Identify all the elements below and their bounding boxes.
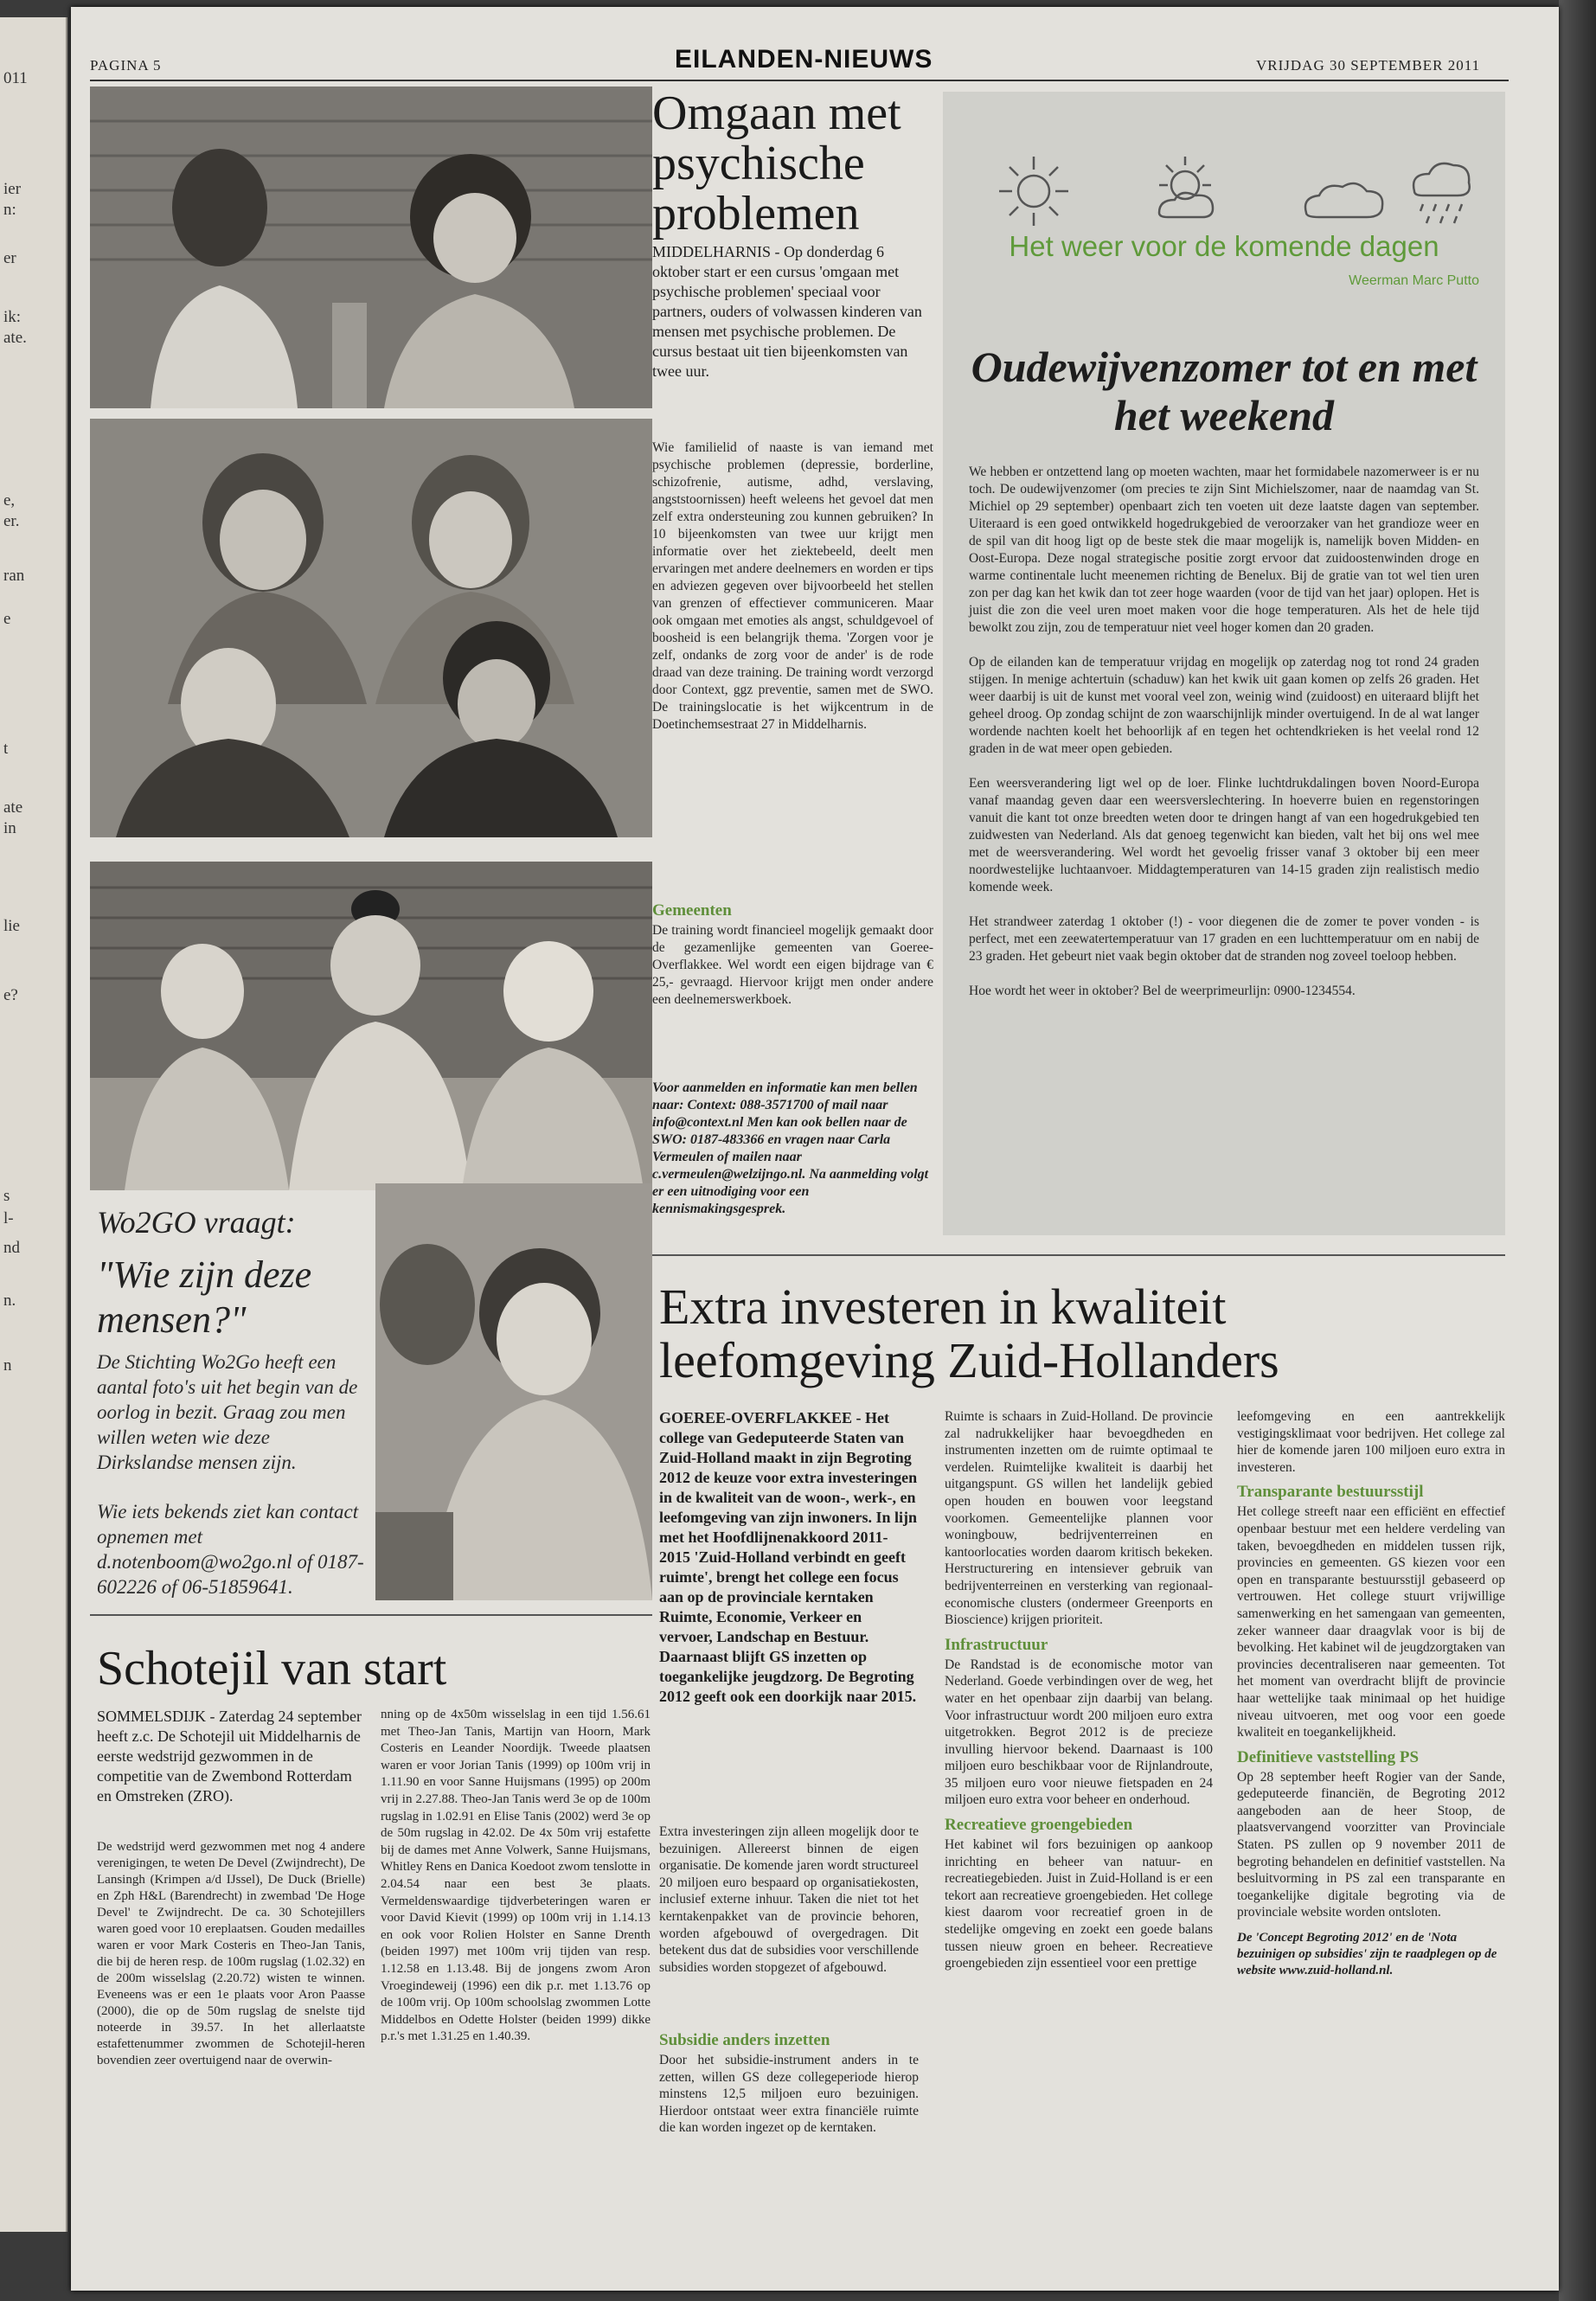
invest-column-2 <box>945 1408 1213 1972</box>
weather-box <box>943 92 1505 1235</box>
invest-definitief-text: Op 28 september heeft Rogier van der Sande, gedeputeerde financiën, de Begroting 2012 aangeboden aan de heer Stoop, de plaatsvervangend voorzitter van Provinciale Staten. PS zullen op 9 november 2011 de begroting behandelen en definitief vaststellen. Na besluitvorming in PS zal een transparante en toegankelijke digitale begroting via de provinciale website worden ontsloten. <box>1237 1769 1505 1920</box>
psych-gemeenten-subheading: Gemeenten <box>652 901 732 920</box>
photo-three-children <box>90 862 652 1190</box>
invest-col1-body: Extra investeringen zijn alleen mogelijk door te bezuinigen. Allereerst binnen de eigen organisatie. De komende jaren wordt structureel 20 miljoen euro bespaard op organisatiekosten, inclusief externe inhuur. Taken die niet tot het kerntakenpakket van de provincie behoren, worden afgebouwd of overgedragen. Dit betekent dus dat de subsidies voor verschillende subsidies worden stopgezet of afgebouwd. <box>659 1824 919 1975</box>
psych-lead: MIDDELHARNIS - Op donderdag 6 oktober start er een cursus 'omgaan met psychische problemen' speciaal voor partners, ouders of volwassen kinderen van mensen met psychische problemen. De cursus bestaat uit tien bijeenkomsten van twee uur. <box>652 243 922 380</box>
invest-recreatie-text: Het kabinet wil fors bezuinigen op aankoop inrichting en beheer van natuur- en recreatiegebieden. Juist in Zuid-Holland is er een tekort aan recreatieve groengebieden. Het college kiest daarom voor recreatief groen in de stedelijke omgeving en zoekt een goede balans tussen nieuw groen en beheer. Recreatieve groengebieden zijn essentieel voor een prettige <box>945 1837 1213 1971</box>
prev-page-fragment: t <box>3 740 9 758</box>
photo-family <box>90 419 652 837</box>
weather-heading: Het weer voor de komende dagen <box>1009 230 1439 262</box>
prev-page-fragment: ate <box>3 798 23 817</box>
invest-bestuur-text: Het college streeft naar een efficiënt en effectief openbaar bestuur met een heldere verdeling van taken, bevoegdheden en middelen tussen rijk, provincies en gemeenten. GS kiezen voor een open en transparante bestuursstijl gebaseerd op vertrouwen. Het college stuurt vrijwillige samenwerking en het samengaan van gemeenten, zeker wanneer daar draagvlak voor is bij de bevolking. Het kabinet wil de jeugdzorgtaken van provincies decentraliseren naar gemeenten. Tot het moment van overdracht blijft de provincie haar wettelijke taak minimaal op het huidige niveau uitvoeren, met oog voor een goede kwaliteit en toegankelijkheid. <box>1237 1504 1505 1740</box>
wo2go-contact: Wie iets bekends ziet kan contact opnemen met d.notenboom@wo2go.nl of 0187-602226 of 06-51859641. <box>97 1501 364 1598</box>
prev-page-fragment: e <box>3 610 11 628</box>
weather-body <box>969 464 1479 1017</box>
prev-page-fragment: er <box>3 249 16 267</box>
divider <box>90 1614 652 1616</box>
invest-subsidie-section <box>659 2031 919 2137</box>
prev-page-fragment: ier <box>3 180 22 198</box>
schotejil-column-1: De wedstrijd werd gezwommen met nog 4 andere verenigingen, te weten De Devel (Zwijndrecht), De Lansingh (Krimpen a/d IJssel), De Duck (Brielle) en Zph H&L (Barendrecht) in zwembad 'De Hoge Devel' te Zwijndrecht. De ca. 30 Schotejillers waren goed voor 10 ereplaatsen. Gouden medailles waren er voor Mark Costeris en Theo-Jan Tanis, die bij de heren resp. de 100m rugslag (1.02.32) en de 200m wisselslag (2.20.72) wisten te winnen. Eveneens was er een 1e plaats voor Aron Paasse (2000), die op de 50m rugslag de snelste tijd noteerde in 39.57. In het allerlaatste estafettenummer zwommen de Schotejil-heren bovendien zeer overtuigend naar de overwin- <box>97 1840 365 2067</box>
wo2go-question: "Wie zijn deze mensen?" <box>97 1253 312 1341</box>
photo-two-girls <box>90 87 652 408</box>
cloud-icon <box>1305 183 1382 217</box>
sun-icon <box>999 157 1068 226</box>
weather-paragraph: Op de eilanden kan de temperatuur vrijdag en mogelijk op zaterdag nog tot rond 24 graden stijgen. In menige achtertuin (schaduw) kan het kwik uit gaan komen op zelfs 26 graden. Het weer daarbij is uit de kunst met vooral veel zon, weinig wind (zuidoost) en uiteraard blijft het geheel droog. Op zondag schijnt de zon waarschijnlijk minder overtuigend. In de al wat langer wordende nachten koelt het behoorlijk af en tegen het ochtendkrieken is het veelal rond 12 graden in de wat meer open gebieden. <box>969 655 1479 756</box>
header-rule <box>90 80 1509 81</box>
prev-page-fragment: ran <box>3 567 25 585</box>
schotejil-headline: Schotejil van start <box>97 1642 447 1695</box>
invest-infra-subheading: Infrastructuur <box>945 1635 1048 1654</box>
prev-page-fragment: e, <box>3 491 16 510</box>
invest-col2-body: Ruimte is schaars in Zuid-Holland. De provincie zal nadrukkelijker haar bevoegdheden en instrumenten inzetten om de ruimte optimaal te verdelen. Ruimtelijke kwaliteit is daarbij het uitgangspunt. GS willen het landelijk gebied open houden en bouwen voor leegstand voorkomen. Gemeentelijke plannen voor woningbouw, bedrijventerreinen en kantoorlocaties worden daarom kritisch bekeken. Herstructurering en intensiever gebruik van bedrijventerreinen en versterking van regionaal-economische clusters (ondermeer Greenports en Bioscience) krijgen prioriteit. <box>945 1409 1213 1628</box>
invest-definitief-subheading: Definitieve vaststelling PS <box>1237 1747 1420 1766</box>
psych-body: Wie familielid of naaste is van iemand met psychische problemen (depressie, borderline, schizofrenie, autisme, adhd, verslaving, angststoornissen) heeft weleens het gevoel dat men zelf extra ondersteuning zou kunnen gebruiken? In 10 bijeenkomsten van twee uur krijgt men informatie over het ziektebeeld, deelt men ervaringen met andere deelnemers en worden er tips en adviezen gegeven over bijvoorbeeld het stellen van grenzen of effectiever communiceren. Maar ook omgaan met emoties als angst, schuldgevoel of boosheid is een belangrijk thema. 'Zorgen voor je zelf, ondanks de zorg voor de ander' is de rode draad van deze training. De training wordt verzorgd door Context, ggz preventie, samen met de SWO. De trainingslocatie is het wijkcentrum in de Doetinchemsestraat 27 in Middelharnis. <box>652 440 933 732</box>
invest-lead: GOEREE-OVERFLAKKEE - Het college van Gedeputeerde Staten van Zuid-Holland maakt in zijn Begroting 2012 de keuze voor extra investeringen in de kwaliteit van de woon-, werk-, en leefomgeving van zijn inwoners. In lijn met het Hoofdlijnenakkoord 2011-2015 'Zuid-Holland verbindt en geeft ruimte', brengt het college een focus aan op de provinciale kerntaken Ruimte, Economie, Verkeer en vervoer, Landschap en Bestuur. Daarnaast blijft GS inzetten op toegankelijke jeugdzorg. De Begroting 2012 geeft ook een doorkijk naar 2015. <box>659 1409 918 1705</box>
schotejil-column-2: nning op de 4x50m wisselslag in een tijd 1.56.61 met Theo-Jan Tanis, Martijn van Hoorn, Mark Costeris en Leander Noordijk. Tweede plaatsen waren er voor Jorian Tanis (1999) op 100m vrij in 1.11.90 en voor Sanne Huijsmans (1995) op 200m vrij in 2.27.88. Theo-Jan Tanis werd 3e op de 100m rugslag in 1.02.91 en Elise Tanis (2002) werd 3e op de 50m rugslag in 42.02. De 4x 50m vrij estafette bij de dames met Anne Volwerk, Sanne Huijsmans, Whitley Rens en Danica Koedoot zwom tenslotte in 2.04.54 naar een best 3e plaats. Vermeldenswaardige tijdverbeteringen waren er voor David Kievit (1999) op 100m vrij in 1.14.13 en ook voor Rolien Holster en Sanne Drenth (beiden 1997) met 100m vrij tijden van resp. 1.12.58 en 1.13.48. Bij de jongens zwom Aron Vroegindeweij (1996) een dik p.r. met 1.13.76 op de 100m vrij. Op 100m schoolslag zwommen Lotte Middelbos en Odette Holster (beiden 1999) dikke p.r.'s met 1.31.25 en 1.40.39. <box>381 1708 651 2044</box>
page-number-label: PAGINA 5 <box>90 57 162 74</box>
psych-gemeenten-text: De training wordt financieel mogelijk gemaakt door de gezamenlijke gemeenten van Goeree-Overflakkee. Wel wordt een eigen bijdrage van € 25,- gevraagd. Hiervoor krijgt men onder andere een deelnemerswerkboek. <box>652 923 933 1007</box>
masthead: EILANDEN-NIEUWS <box>675 45 933 74</box>
psych-headline: Omgaan met psychische problemen <box>652 87 901 240</box>
prev-page-fragment: l- <box>3 1209 14 1227</box>
rain-icon <box>1413 163 1470 223</box>
prev-page-fragment: in <box>3 819 16 837</box>
prev-page-fragment: lie <box>3 917 20 935</box>
prev-page-fragment: 011 <box>3 69 28 87</box>
weather-paragraph: Het strandweer zaterdag 1 oktober (!) - voor diegenen die de zomer te pover vonden - is perfect, met een zeewatertemperatuur van 17 graden en een luchttemperatuur om en nabij de 23 graden. Het gebeurt niet vaak begin oktober dat de stranden nog zoveel toeloop hebben. <box>969 914 1479 964</box>
invest-col3-body: leefomgeving en een aantrekkelijk vestigingsklimaat voor bedrijven. Het college zal hier de komende jaren 100 miljoen euro extra in investeren. <box>1237 1409 1505 1475</box>
weerman-byline: Weerman Marc Putto <box>1349 273 1479 288</box>
wo2go-text: De Stichting Wo2Go heeft een aantal foto's uit het begin van de oorlog in bezit. Graag zou men willen weten wie deze Dirkslandse mensen zijn. <box>97 1351 358 1473</box>
prev-page-fragment: n. <box>3 1292 16 1310</box>
wo2go-heading: Wo2GO vraagt: <box>97 1205 296 1240</box>
invest-subsidie-subheading: Subsidie anders inzetten <box>659 2031 830 2049</box>
invest-subsidie-text: Door het subsidie-instrument anders in te zetten, willen GS deze collegeperiode hierop minstens 12,5 miljoen euro bezuinigen. Hierdoor ontstaat weer extra financiële ruimte die kan worden ingezet op de kerntaken. <box>659 2053 919 2136</box>
invest-recreatie-subheading: Recreatieve groengebieden <box>945 1816 1133 1835</box>
right-edge-shadow <box>1559 0 1596 2301</box>
weather-headline: Oudewijvenzomer tot en met het weekend <box>971 343 1477 439</box>
photo-child <box>375 1183 652 1600</box>
psych-contact: Voor aanmelden en informatie kan men bellen naar: Context: 088-3571700 of mail naar info@context.nl Men kan ook bellen naar de SWO: 0187-483366 en vragen naar Carla Vermeulen of mailen naar c.vermeulen@welzijngo.nl. Na aanmelding volgt er een uitnodiging voor een kennismakingsgesprek. <box>652 1080 929 1216</box>
invest-column-3 <box>1237 1408 1505 1979</box>
sun-cloud-icon <box>1159 157 1213 217</box>
invest-infra-text: De Randstad is de economische motor van Nederland. Goede verbindingen over de weg, het water en het openbaar zijn daarbij van belang. Voor infrastructuur wordt 200 miljoen euro extra uitgetrokken. Begrot 2012 is de precieze invulling hiervoor bekend. Daarnaast is 100 miljoen euro beschikbaar voor de Rijnlandroute, 35 miljoen euro voor nieuwe fietspaden en 24 miljoen euro extra voor beheer en onderhoud. <box>945 1657 1213 1808</box>
prev-page-fragment: nd <box>3 1239 20 1257</box>
prev-page-fragment: er. <box>3 512 20 530</box>
invest-headline: Extra investeren in kwaliteit leefomgeving Zuid-Hollanders <box>659 1279 1279 1388</box>
prev-page-fragment: s <box>3 1187 10 1205</box>
previous-page-edge <box>0 17 67 2232</box>
weather-paragraph: Hoe wordt het weer in oktober? Bel de weerprimeurlijn: 0900-1234554. <box>969 984 1356 998</box>
prev-page-fragment: e? <box>3 986 18 1004</box>
newspaper-page <box>71 7 1559 2291</box>
divider <box>652 1254 1505 1256</box>
schotejil-lead: SOMMELSDIJK - Zaterdag 24 september heeft z.c. De Schotejil uit Middelharnis de eerste wedstrijd gezwommen in de competitie van de Zwembond Rotterdam en Omstreken (ZRO). <box>97 1708 362 1804</box>
prev-page-fragment: n: <box>3 201 16 219</box>
weather-paragraph: Een weersverandering ligt wel op de loer. Flinke luchtdrukdalingen boven Noord-Europa vanaf maandag geven daar een weersverslechtering. In hoeverre buien en regenstoringen vanuit die kant tot onze breedten weten door te dringen hangt af van een hogedrukgebied ten zuidwesten van Nederland. Als dat genoeg tegenwicht kan bieden, valt het bij ons wel mee met de weersverandering. Wel wordt het gevoelig frisser vanaf 3 oktober bij een meer noordwestelijke luchtaanvoer. Middagtemperaturen van 14-15 graden zijn realistisch medio komende week. <box>969 776 1479 894</box>
prev-page-fragment: n <box>3 1356 12 1375</box>
invest-closing-note: De 'Concept Begroting 2012' en de 'Nota bezuinigen op subsidies' zijn te raadplegen op de website www.zuid-holland.nl. <box>1237 1931 1497 1978</box>
issue-date: VRIJDAG 30 SEPTEMBER 2011 <box>1256 57 1481 74</box>
psych-gemeenten-section <box>652 901 933 1009</box>
prev-page-fragment: ate. <box>3 329 27 347</box>
weather-paragraph: We hebben er ontzettend lang op moeten wachten, maar het formidabele nazomerweer is er nu toch. De oudewijvenzomer (om precies te zijn Sint Michielszomer, naar de naamdag van St. Michiel op 29 september) openbaart zich ten voeten uit deze laatste dagen van september. Uiteraard is een goed ontwikkeld hogedrukgebied de veroorzaker van het grandioze weer en de spil van dit hoog ligt op de beste stek die maar mogelijk is, namelijk boven Midden- en Oost-Europa. Deze nogal strategische positie zorgt ervoor dat zuidoostenwinden droge en warme continentale lucht meenemen richting de Benelux. Bij de gratie van tot wel tien uren zon per dag kan het kwik dan tot zeer hoge waarden (voor de tijd van het jaar) oplopen. Het is juist die zon die veel uren moet maken voor die hoge temperaturen. Als het de hele tijd bewolkt zou zijn, zou de temperatuur niet veel hoger komen dan 20 graden. <box>969 465 1479 635</box>
weather-icons <box>986 152 1471 230</box>
invest-bestuur-subheading: Transparante bestuursstijl <box>1237 1483 1424 1502</box>
prev-page-fragment: ik: <box>3 308 22 326</box>
